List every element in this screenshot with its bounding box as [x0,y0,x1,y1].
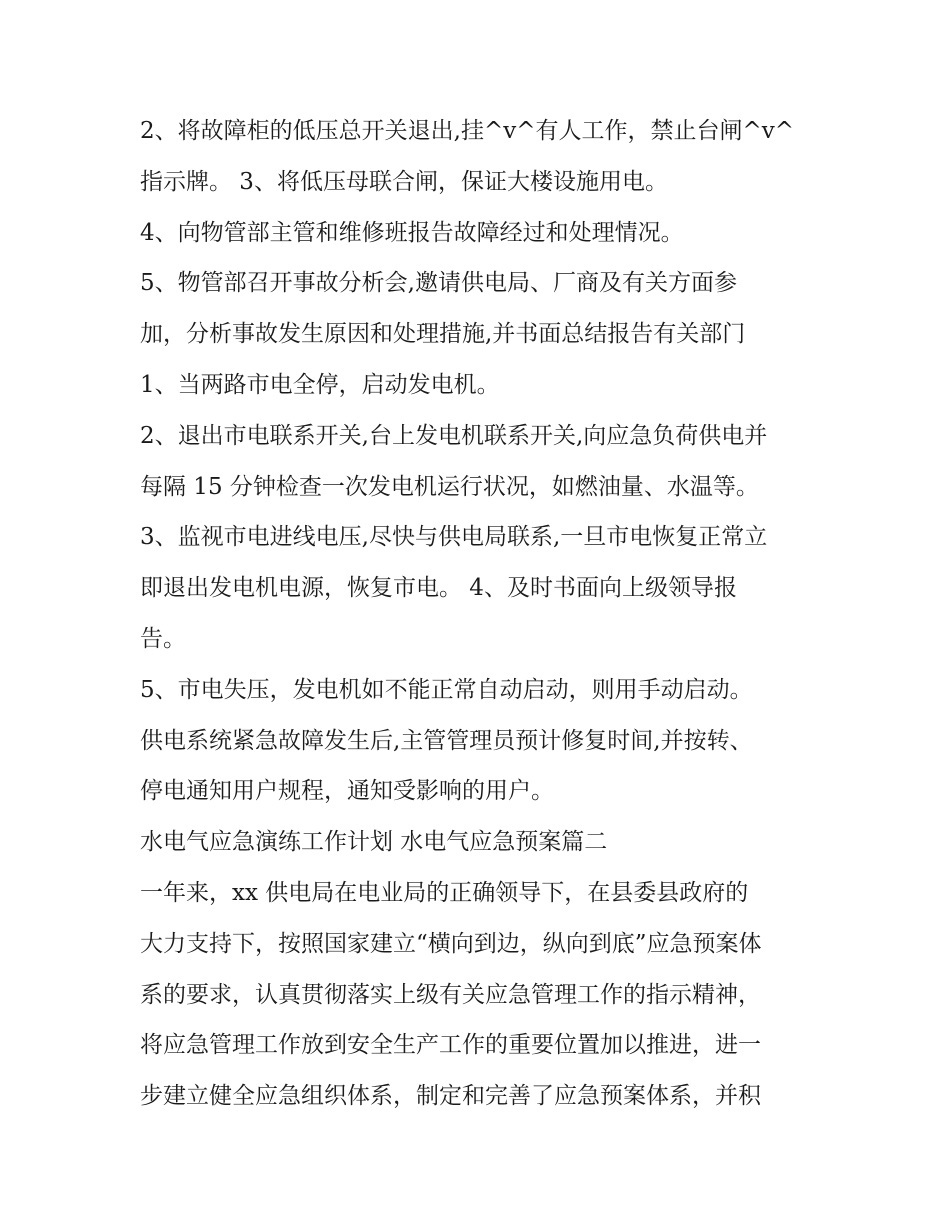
text-line: 一年来，xx 供电局在电业局的正确领导下，在县委县政府的 [140,879,749,906]
text-line: 5、市电失压，发电机如不能正常自动启动，则用手动启动。 [140,676,753,703]
text-line: 3、监视市电进线电压,尽快与供电局联系,一旦市电恢复正常立 [140,524,768,551]
text-line: 即退出发电机电源，恢复市电。 4、及时书面向上级领导报 [140,575,737,602]
text-line: 指示牌。 3、将低压母联合闸，保证大楼设施用电。 [140,168,668,195]
text-line: 1、当两路市电全停，启动发电机。 [140,371,500,398]
text-line: 告。 [140,625,186,652]
text-line: 5、物管部召开事故分析会,邀请供电局、厂商及有关方面参 [140,270,737,297]
text-line: 步建立健全应急组织体系，制定和完善了应急预案体系，并积 [140,1083,761,1110]
text-line: 2、退出市电联系开关,台上发电机联系开关,向应急负荷供电并 [140,422,768,449]
text-line: 大力支持下，按照国家建立“横向到边，纵向到底”应急预案体 [140,930,762,957]
text-line: 供电系统紧急故障发生后,主管管理员预计修复时间,并按转、 [140,727,753,754]
text-line: 每隔 15 分钟检查一次发电机运行状况，如燃油量、水温等。 [140,473,759,500]
text-line: 将应急管理工作放到安全生产工作的重要位置加以推进，进一 [140,1032,761,1059]
text-line: 系的要求，认真贯彻落实上级有关应急管理工作的指示精神， [140,981,761,1008]
section-heading: 水电气应急演练工作计划 水电气应急预案篇二 [140,829,608,856]
text-line: 4、向物管部主管和维修班报告故障经过和处理情况。 [140,219,684,246]
text-line: 2、将故障柜的低压总开关退出,挂^v^有人工作，禁止台闸^v^ [140,118,795,144]
text-line: 停电通知用户规程，通知受影响的用户。 [140,778,554,805]
document-body [140,106,820,1122]
text-line: 加，分析事故发生原因和处理措施,并书面总结报告有关部门 [140,321,746,348]
